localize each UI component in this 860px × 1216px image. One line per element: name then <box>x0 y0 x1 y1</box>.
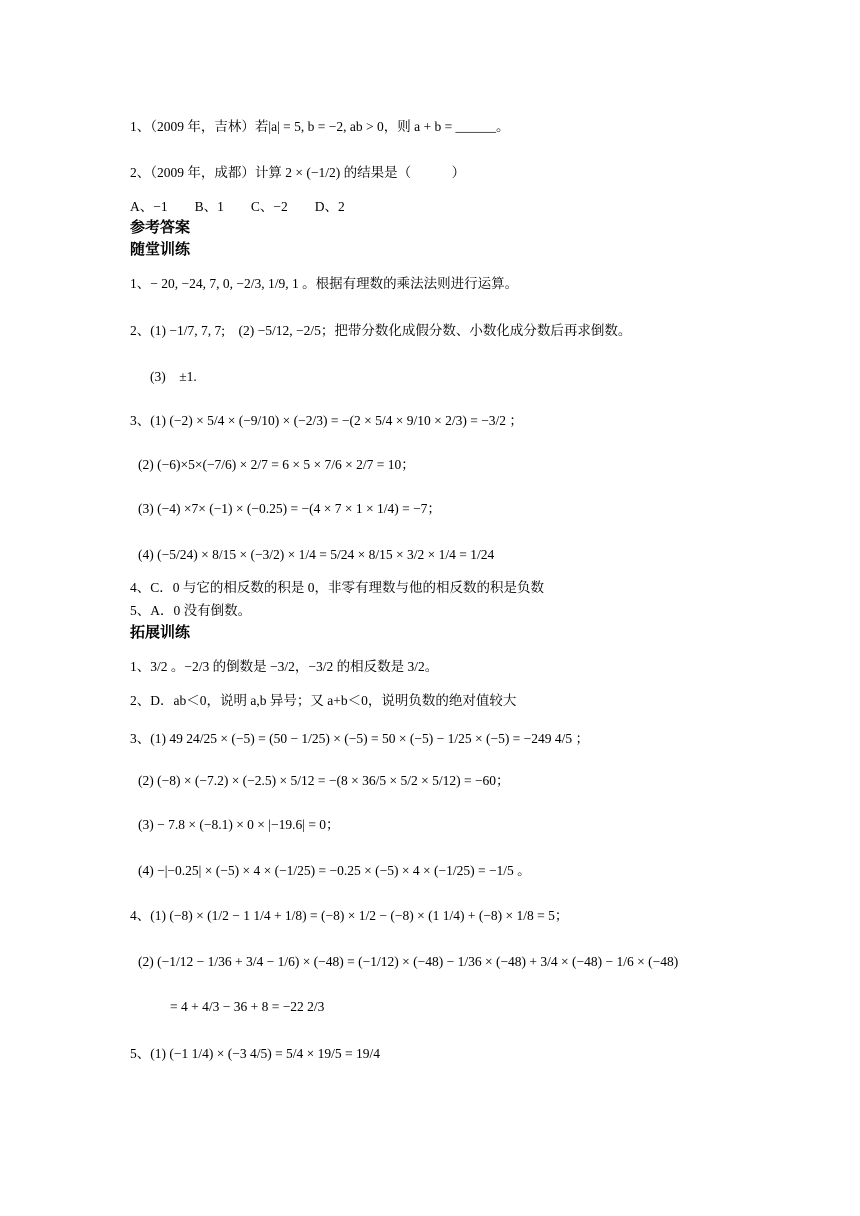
extension-answer-3-2: (2) (−8) × (−7.2) × (−2.5) × 5/12 = −(8 × 36/5 × 5/2 × 5/12) = −60； <box>138 773 510 788</box>
heading-answers: 参考答案 <box>130 220 191 236</box>
question-2: 2、（2009 年，成都）计算 2 × (−1/2) 的结果是（ ） <box>130 165 466 180</box>
practice-answer-3-4: (4) (−5/24) × 8/15 × (−3/2) × 1/4 = 5/24 × 8/15 × 3/2 × 1/4 = 1/24 <box>138 547 495 562</box>
question-1: 1、（2009 年，吉林）若|a| = 5, b = −2, ab > 0，则 a + b = ______。 <box>130 119 510 134</box>
extension-answer-3-4: (4) −|−0.25| × (−5) × 4 × (−1/25) = −0.25 × (−5) × 4 × (−1/25) = −1/5 。 <box>138 863 531 878</box>
practice-answer-4: 4、C．0 与它的相反数的积是 0，非零有理数与他的相反数的积是负数 <box>130 580 545 595</box>
heading-extension: 拓展训练 <box>130 625 191 641</box>
practice-answer-3-1: 3、(1) (−2) × 5/4 × (−9/10) × (−2/3) = −(2 × 5/4 × 9/10 × 2/3) = −3/2 ； <box>130 413 523 428</box>
extension-answer-3-1: 3、(1) 49 24/25 × (−5) = (50 − 1/25) × (−5) = 50 × (−5) − 1/25 × (−5) = −249 4/5 ； <box>130 731 590 746</box>
extension-answer-5: 5、(1) (−1 1/4) × (−3 4/5) = 5/4 × 19/5 = 19/4 <box>130 1046 381 1061</box>
practice-answer-3-2: (2) (−6)×5×(−7/6) × 2/7 = 6 × 5 × 7/6 × 2/7 = 10； <box>138 457 415 472</box>
extension-answer-4-2: (2) (−1/12 − 1/36 + 3/4 − 1/6) × (−48) = (−1/12) × (−48) − 1/36 × (−48) + 3/4 × (−48) − 1/6 × (−48) <box>138 954 679 969</box>
heading-practice: 随堂训练 <box>130 242 191 258</box>
extension-answer-2: 2、D．ab＜0，说明 a,b 异号；又 a+b＜0，说明负数的绝对值较大 <box>130 693 517 708</box>
extension-answer-3-3: (3) − 7.8 × (−8.1) × 0 × |−19.6| = 0； <box>138 817 340 832</box>
practice-answer-3-3: (3) (−4) ×7× (−1) × (−0.25) = −(4 × 7 × 1 × 1/4) = −7； <box>138 501 441 516</box>
practice-answer-2: 2、(1) −1/7, 7, 7; (2) −5/12, −2/5；把带分数化成假分数、小数化成分数后再求倒数。 <box>130 323 632 338</box>
practice-answer-1: 1、− 20, −24, 7, 0, −2/3, 1/9, 1 。根据有理数的乘法法则进行运算。 <box>130 276 519 291</box>
extension-answer-4-1: 4、(1) (−8) × (1/2 − 1 1/4 + 1/8) = (−8) × 1/2 − (−8) × (1 1/4) + (−8) × 1/8 = 5； <box>130 908 569 923</box>
practice-answer-2-3: (3) ±1. <box>150 369 197 384</box>
extension-answer-1: 1、3/2 。−2/3 的倒数是 −3/2，−3/2 的相反数是 3/2。 <box>130 659 439 674</box>
practice-answer-5: 5、A．0 没有倒数。 <box>130 603 252 618</box>
question-2-options: A、−1 B、1 C、−2 D、2 <box>130 199 345 214</box>
extension-answer-4-2-result: = 4 + 4/3 − 36 + 8 = −22 2/3 <box>170 999 325 1014</box>
